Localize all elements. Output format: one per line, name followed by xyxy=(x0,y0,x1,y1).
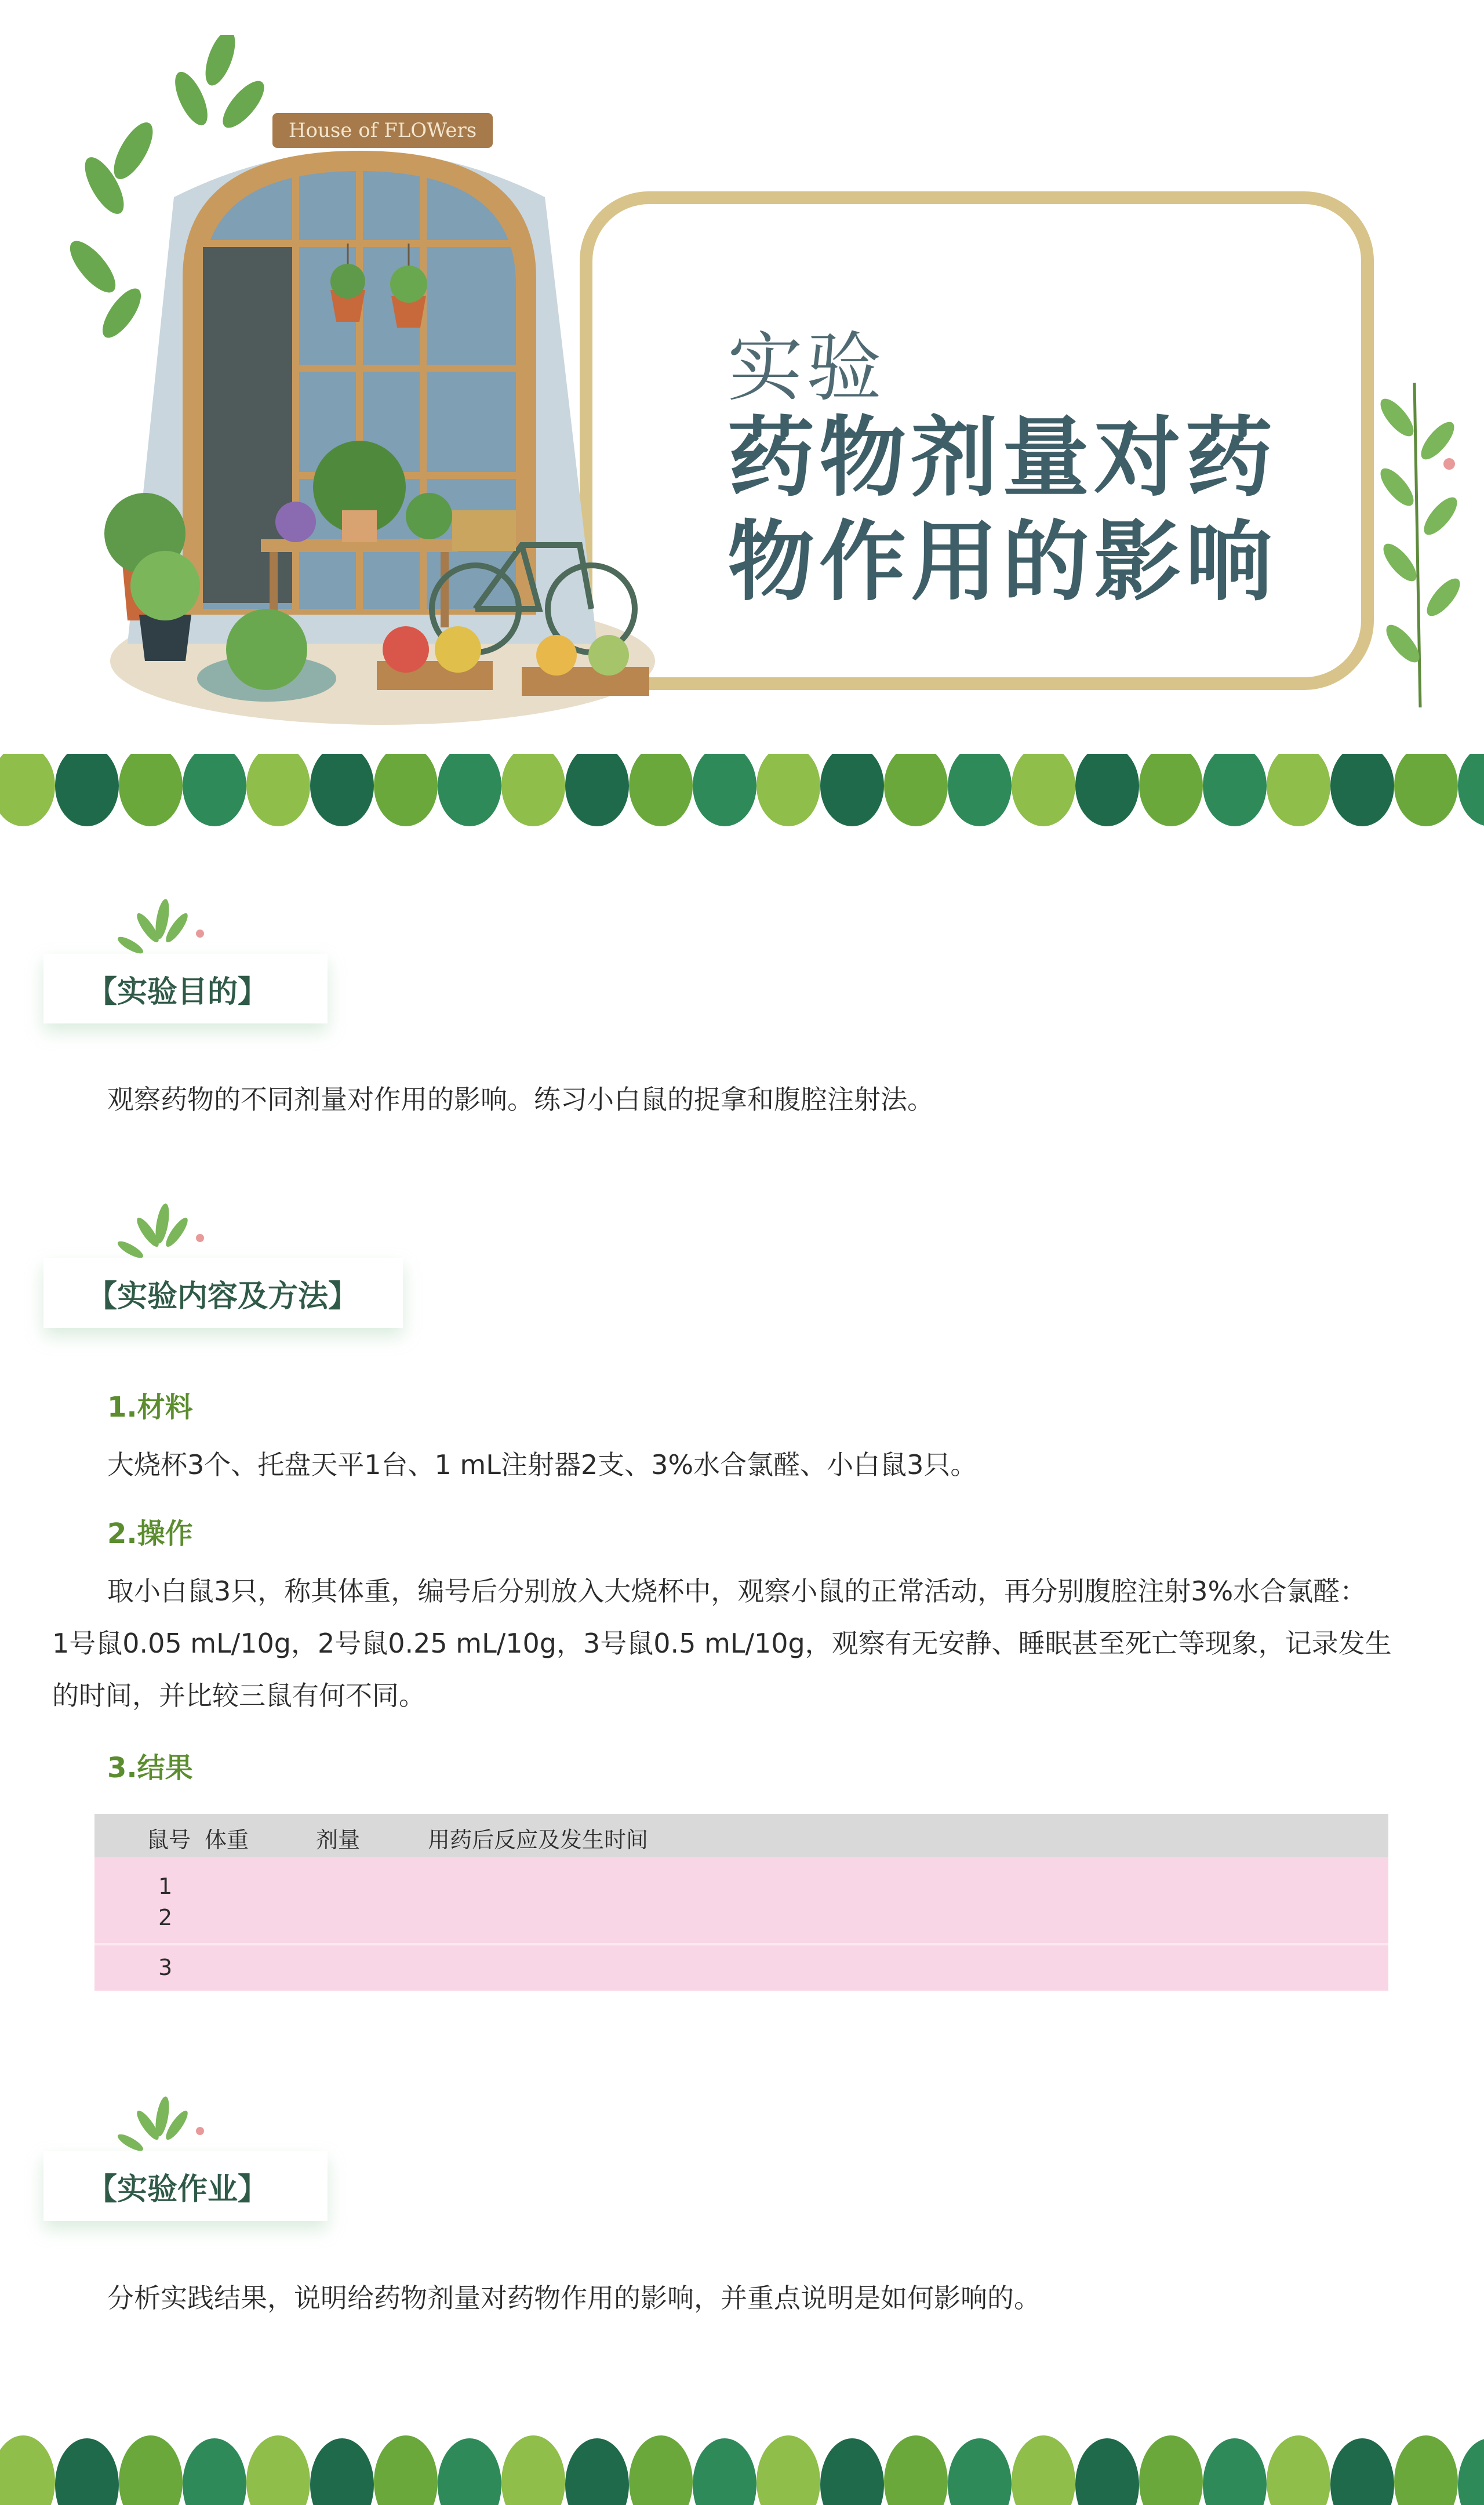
shop-sign: House of FLOWers xyxy=(288,119,477,142)
section-heading-method: 【实验内容及方法】 xyxy=(43,1258,403,1328)
row-number: 3 xyxy=(158,1955,173,1980)
table-header xyxy=(94,1814,1388,1857)
materials-title: 1.材料 xyxy=(107,1391,193,1424)
col-reaction: 用药后反应及发生时间 xyxy=(428,1827,649,1853)
result-table xyxy=(94,1814,1388,1991)
row-number: 2 xyxy=(158,1905,173,1930)
operation-title: 2.操作 xyxy=(107,1517,193,1550)
homework-text: 分析实践结果，说明给药物剂量对药物作用的影响，并重点说明是如何影响的。 xyxy=(107,2282,1041,2314)
title-line-1: 实验 xyxy=(728,324,886,412)
flower-shop-illustration xyxy=(58,35,696,725)
result-title: 3.结果 xyxy=(107,1752,193,1784)
operation-line-2: 1号鼠0.05 mL/10g，2号鼠0.25 mL/10g，3号鼠0.5 mL/10g，观察有无安静、睡眠甚至死亡等现象，记录发生 xyxy=(52,1628,1392,1659)
hero-banner xyxy=(0,0,1484,754)
section-heading-homework: 【实验作业】 xyxy=(43,2151,328,2221)
table-row xyxy=(94,1945,1388,1991)
leaf-border-top xyxy=(0,754,1484,841)
leaf-sprig-right xyxy=(1356,371,1472,719)
section-heading-purpose: 【实验目的】 xyxy=(43,954,328,1023)
leaf-border-bottom xyxy=(0,2418,1484,2505)
col-weight: 体重 xyxy=(205,1827,249,1853)
page-title: 药物剂量对药物作用的影响 xyxy=(728,408,1278,613)
sprig-icon xyxy=(75,1195,226,1264)
operation-line-1: 取小白鼠3只，称其体重，编号后分别放入大烧杯中，观察小鼠的正常活动，再分别腹腔注射3%水合氯醛： xyxy=(107,1575,1367,1607)
table-row xyxy=(94,1857,1388,1945)
sprig-icon xyxy=(75,2088,226,2157)
materials-text: 大烧杯3个、托盘天平1台、1 mL注射器2支、3%水合氯醛、小白鼠3只。 xyxy=(107,1449,977,1480)
col-dose: 剂量 xyxy=(316,1827,361,1853)
col-mouse-no: 鼠号 xyxy=(147,1827,191,1853)
operation-line-3: 的时间，并比较三鼠有何不同。 xyxy=(52,1680,425,1711)
row-number: 1 xyxy=(158,1874,173,1899)
purpose-text: 观察药物的不同剂量对作用的影响。练习小白鼠的捉拿和腹腔注射法。 xyxy=(107,1084,934,1115)
sprig-icon xyxy=(75,890,226,960)
